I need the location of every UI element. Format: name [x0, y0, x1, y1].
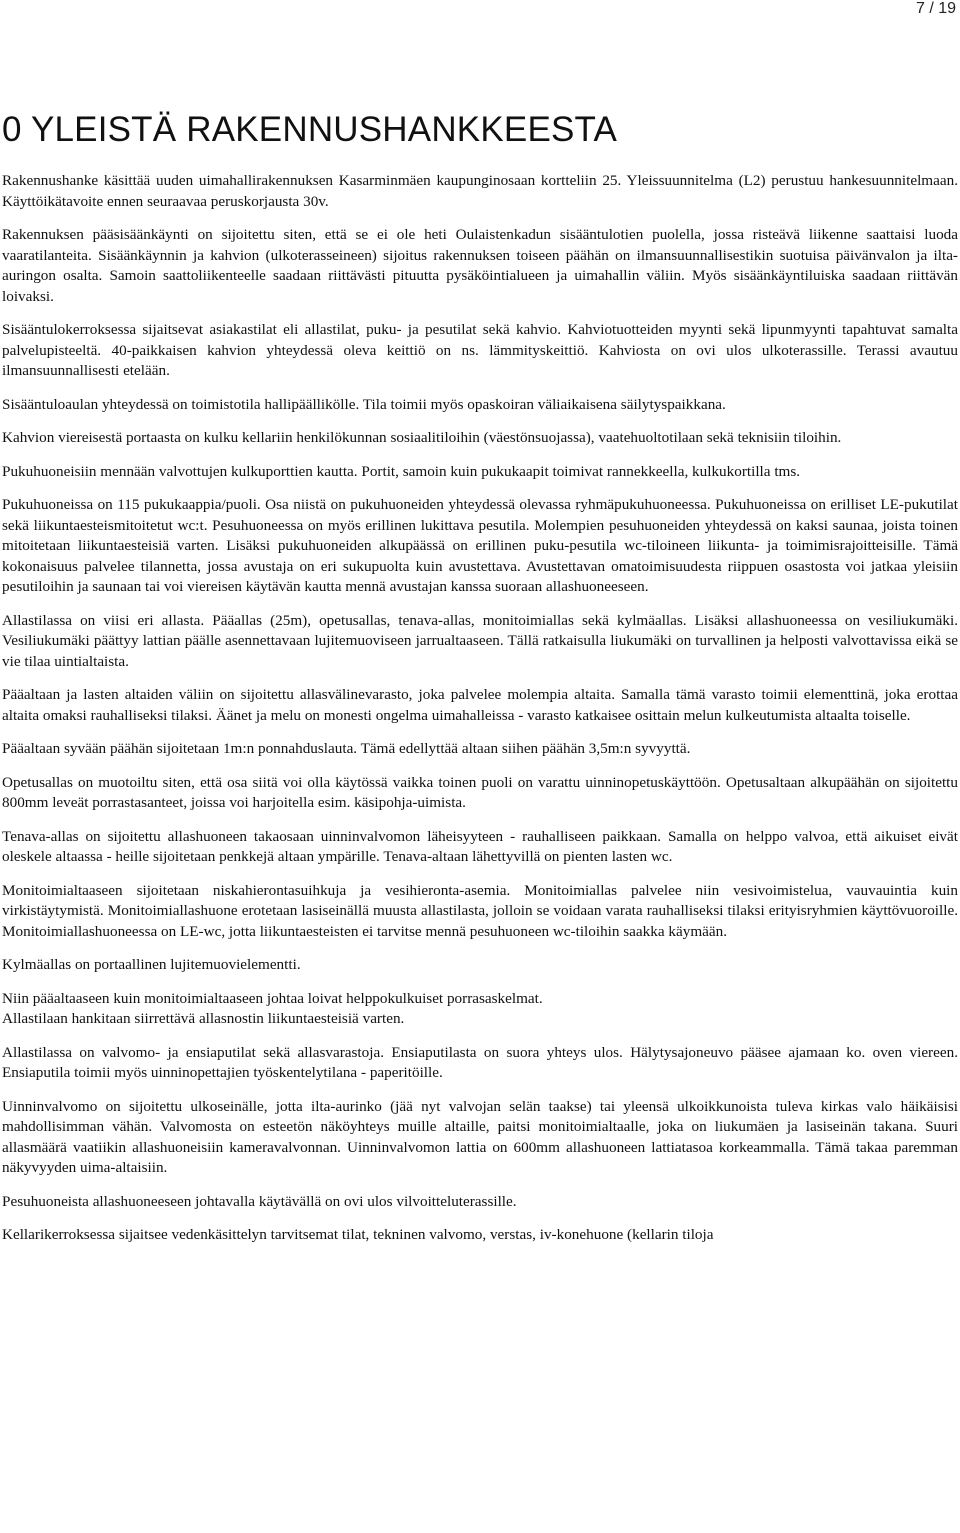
paragraph: Allastilassa on valvomo- ja ensiaputilat sekä allasvarastoja. Ensiaputilasta on suora yhteys ulos. Hälytysajoneuvo pääsee ajamaan ko. oven viereen. Ensiaputila toimii myös uinninopettajien työskentelytilana - paperitöille.: [2, 1043, 958, 1081]
paragraph: Pesuhuoneista allashuoneeseen johtavalla käytävällä on ovi ulos vilvoitteluterassille.: [2, 1192, 517, 1210]
section-heading: 0 YLEISTÄ RAKENNUSHANKKEESTA: [2, 110, 618, 149]
paragraph: Pukuhuoneissa on 115 pukukaappia/puoli. Osa niistä on pukuhuoneiden yhteydessä olevassa ryhmäpukuhuoneessa. Pukuhuoneissa on erilliset LE-pukutilat sekä liikuntaesteismitoitetut wc:t. Pesuhuoneessa on myös erillinen lukittava pesutila. Molempien pesuhuoneiden yhteydessä on kaksi saunaa, joista toinen mitoitetaan liikuntaesteisiä varten. Lisäksi pukuhuoneiden alkupäässä on erillinen puku-pesutila wc-tiloineen liikunta- ja toimimisrajoitteisille. Tämä kokonaisuus palvelee tilannetta, jossa avustaja on eri sukupuolta kuin avustettava. Avustettavan omatoimisuudesta riippuen osastosta voi jatkaa yleisiin pesutiloihin ja saunaan tai voi viereisen käytävän kautta mennä avustajan kanssa suoraan allashuoneeseen.: [2, 496, 958, 595]
paragraph: Sisääntuloaulan yhteydessä on toimistotila hallipäällikölle. Tila toimii myös opaskoiran väliaikaisena säilytyspaikkana.: [2, 395, 726, 413]
paragraph: Niin pääaltaaseen kuin monitoimialtaaseen johtaa loivat helppokulkuiset porrasaskelmat.: [2, 989, 543, 1007]
paragraph: Monitoimialtaaseen sijoitetaan niskahierontasuihkuja ja vesihieronta-asemia. Monitoimiallas palvelee niin vesivoimistelua, vauvauintia kuin virkistäytymistä. Monitoimiallashuone erotetaan lasiseinällä muusta allastilasta, jolloin se voidaan varata rauhalliseksi tilaksi erityisryhmien käyttövuoroille. Monitoimiallashuoneessa on LE-wc, jotta liikuntaesteisten ei tarvitse mennä pesuhuoneen wc-tiloihin saakka käymään.: [2, 881, 958, 940]
paragraph: Tenava-allas on sijoitettu allashuoneen takaosaan uinninvalvomon läheisyyteen - rauhalliseen paikkaan. Samalla on helppo valvoa, että aikuiset eivät oleskele altaassa - heille sijoitetaan penkkejä altaan ympärille. Tenava-altaan lähettyvillä on pienten lasten wc.: [2, 827, 958, 865]
paragraph: Pääaltaan ja lasten altaiden väliin on sijoitettu allasvälinevarasto, joka palvelee molempia altaita. Samalla tämä varasto toimii elementtinä, joka erottaa altaita omaksi rauhalliseksi tilaksi. Äänet ja melu on monesti ongelma uimahalleissa - varasto katkaisee osittain melun kulkeutumista altaalta toiselle.: [2, 686, 958, 724]
paragraph: Pukuhuoneisiin mennään valvottujen kulkuporttien kautta. Portit, samoin kuin pukukaapit toimivat rannekkeella, kulkukortilla tms.: [2, 462, 801, 480]
paragraph: Kellarikerroksessa sijaitsee vedenkäsittelyn tarvitsemat tilat, tekninen valvomo, verstas, iv-konehuone (kellarin tiloja: [2, 1226, 714, 1243]
paragraph: Kahvion viereisestä portaasta on kulku kellariin henkilökunnan sosiaalitiloihin (väestönsuojassa), vaatehuoltotilaan sekä teknisiin tiloihin.: [2, 429, 842, 446]
document-body: [2, 171, 958, 1259]
page-number: 7 / 19: [915, 0, 956, 17]
paragraph: Allastilassa on viisi eri allasta. Pääallas (25m), opetusallas, tenava-allas, monitoimiallas sekä kylmäallas. Lisäksi allashuoneessa on vesiliukumäki. Vesiliukumäki päättyy lattian päälle asennettavaan lujitemuoviseen jarrualtaaseen. Tällä ratkaisulla liukumäki on turvallinen ja helposti valvottavissa eikä se vie tilaa uintialtaista.: [2, 611, 958, 670]
paragraph: Rakennushanke käsittää uuden uimahallirakennuksen Kasarminmäen kaupunginosaan kortteliin 25. Yleissuunnitelma (L2) perustuu hankesuunnitelmaan. Käyttöikätavoite ennen seuraavaa peruskorjausta 30v.: [2, 172, 958, 210]
paragraph: Sisääntulokerroksessa sijaitsevat asiakastilat eli allastilat, puku- ja pesutilat sekä kahvio. Kahviotuotteiden myynti sekä lipunmyynti tapahtuvat samalta palvelupisteeltä. 40-paikkaisen kahvion yhteydessä oleva keittiö on ns. lämmityskeittiö. Kahviosta on ovi ulos ulkoterassille. Terassi avautuu ilmansuunnallisesti etelään.: [2, 321, 958, 379]
paragraph: Kylmäallas on portaallinen lujitemuovielementti.: [2, 956, 301, 973]
paragraph: Uinninvalvomo on sijoitettu ulkoseinälle, jotta ilta-aurinko (jää nyt valvojan selän taakse) tai yleensä ulkoikkunoista tuleva kirkas valo häikäisisi mahdollisimman vähän. Valvomosta on esteetön näköyhteys muille altaille, paitsi monitoimialtaalle, joka on liukumäen ja lasiseinän takana. Suuri allasmäärä vaatiikin allashuoneisiin kameravalvonnan. Uinninvalvomon lattia on 600mm allashuoneen lattiatasoa korkeammalla. Tämä takaa paremman näkyvyyden uima-altaisiin.: [2, 1097, 958, 1176]
paragraph: Rakennuksen pääsisäänkäynti on sijoitettu siten, että se ei ole heti Oulaistenkadun sisääntulotien puolella, jossa risteävä liikenne saattaisi luoda vaaratilanteita. Sisäänkäynnin ja kahvion (ulkoterasseineen) sijoitus rakennuksen toiseen päähän on ilmansuunnallisestikin suotuisa päivänvalon ja ilta-auringon osalta. Samoin saattoliikenteelle saadaan riittävästi pituutta pysäköintialueen ja uimahallin väliin. Myös sisäänkäyntiluiska saadaan riittävän loivaksi.: [2, 226, 958, 305]
paragraph: Allastilaan hankitaan siirrettävä allasnostin liikuntaesteisiä varten.: [2, 1010, 405, 1027]
paragraph: Pääaltaan syvään päähän sijoitetaan 1m:n ponnahduslauta. Tämä edellyttää altaan siihen päähän 3,5m:n syvyyttä.: [2, 740, 691, 757]
paragraph: Opetusallas on muotoiltu siten, että osa siitä voi olla käytössä vaikka toinen puoli on varattu uinninopetuskäyttöön. Opetusaltaan alkupäähän on sijoitettu 800mm leveät porrastasanteet, joissa voi harjoitella esim. käsipohja-uimista.: [2, 773, 958, 811]
